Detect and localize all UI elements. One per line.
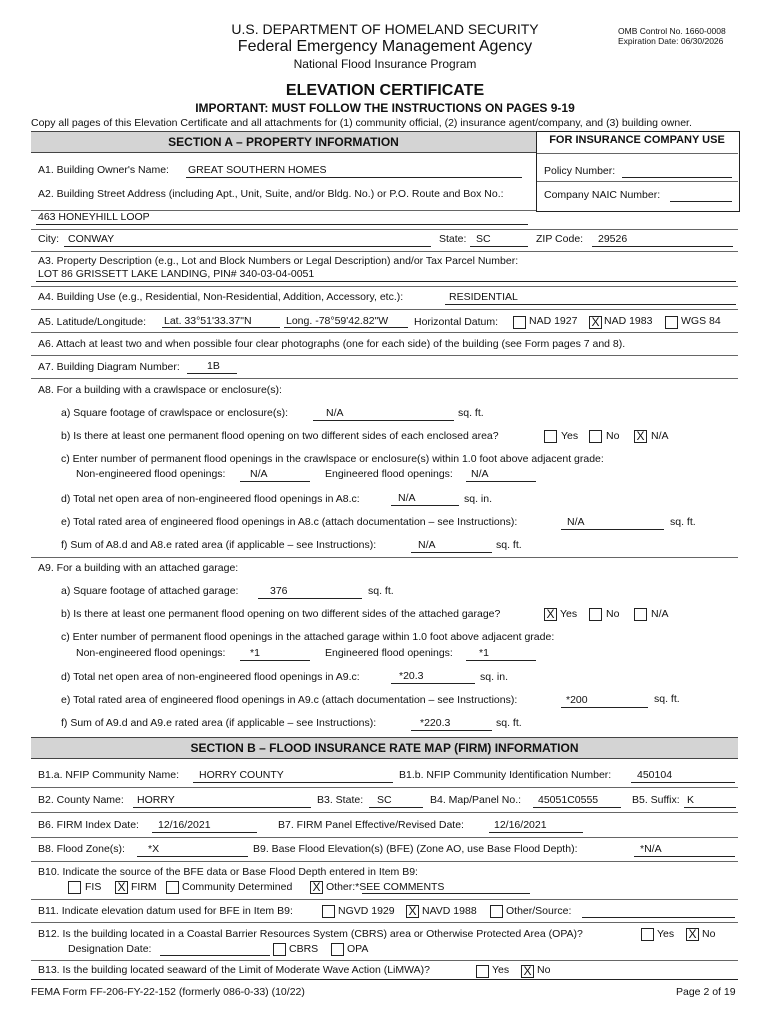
a8f-label: f) Sum of A8.d and A8.e rated area (if applicable – see Instructions):	[61, 539, 377, 551]
a9d-value[interactable]: *20.3	[399, 670, 424, 682]
a3-label: A3. Property Description (e.g., Lot and Block Numbers or Legal Description) and/or Tax Parcel Number:	[38, 255, 519, 267]
section-a-title: SECTION A – PROPERTY INFORMATION	[31, 131, 536, 153]
b13-yes-label: Yes	[492, 964, 510, 976]
b11-navd-label: NAVD 1988	[422, 905, 477, 917]
b11-navd-checkbox[interactable]: X	[406, 905, 419, 918]
b9-value[interactable]: *N/A	[640, 843, 662, 855]
a8b-no-checkbox[interactable]	[589, 430, 602, 443]
a9b-na-checkbox[interactable]	[634, 608, 647, 621]
a4-label: A4. Building Use (e.g., Residential, Non-Residential, Addition, Accessory, etc.):	[38, 291, 404, 303]
b12-yes-checkbox[interactable]	[641, 928, 654, 941]
a1-value[interactable]: GREAT SOUTHERN HOMES	[188, 164, 327, 176]
b11-label: B11. Indicate elevation datum used for BFE in Item B9:	[38, 905, 293, 917]
a8a-label: a) Square footage of crawlspace or enclosure(s):	[61, 407, 289, 419]
a8e-value[interactable]: N/A	[567, 516, 585, 528]
city-value[interactable]: CONWAY	[68, 233, 115, 245]
a8-heading: A8. For a building with a crawlspace or enclosure(s):	[38, 384, 282, 396]
b8-value[interactable]: *X	[148, 843, 160, 855]
program-name: National Flood Insurance Program	[293, 57, 477, 71]
b12-no-checkbox[interactable]: X	[686, 928, 699, 941]
b1b-label: B1.b. NFIP Community Identification Number:	[399, 769, 612, 781]
b7-label: B7. FIRM Panel Effective/Revised Date:	[278, 819, 464, 831]
a8f-value[interactable]: N/A	[418, 539, 436, 551]
a3-value[interactable]: LOT 86 GRISSETT LAKE LANDING, PIN# 340-03-04-0051	[38, 268, 315, 280]
a8b-label: b) Is there at least one permanent flood opening on two different sides of each enclosed area?	[61, 430, 499, 442]
a9c-eng-value[interactable]: *1	[479, 647, 489, 659]
a8b-yes-checkbox[interactable]	[544, 430, 557, 443]
b3-label: B3. State:	[317, 794, 364, 806]
wgs84-label: WGS 84	[681, 315, 721, 327]
a8d-unit: sq. in.	[464, 493, 493, 505]
a9c-noneng-label: Non-engineered flood openings:	[76, 647, 226, 659]
a9f-unit: sq. ft.	[496, 717, 522, 729]
b3-value[interactable]: SC	[377, 794, 392, 806]
nad1983-checkbox[interactable]: X	[589, 316, 602, 329]
a9b-no-checkbox[interactable]	[589, 608, 602, 621]
city-label: City:	[38, 233, 59, 245]
a1-label: A1. Building Owner's Name:	[38, 164, 169, 176]
a9e-value[interactable]: *200	[566, 694, 588, 706]
b8-label: B8. Flood Zone(s):	[38, 843, 125, 855]
a9c-eng-label: Engineered flood openings:	[325, 647, 453, 659]
dept-name: U.S. DEPARTMENT OF HOMELAND SECURITY	[231, 21, 539, 37]
nad1927-label: NAD 1927	[529, 315, 578, 327]
expiration-date: Expiration Date: 06/30/2026	[618, 36, 724, 46]
a8c-noneng-label: Non-engineered flood openings:	[76, 468, 226, 480]
b11-ngvd-checkbox[interactable]	[322, 905, 335, 918]
naic-field[interactable]	[670, 201, 732, 202]
designation-date-field[interactable]	[160, 955, 270, 956]
a9a-label: a) Square footage of attached garage:	[61, 585, 239, 597]
b13-no-checkbox[interactable]: X	[521, 965, 534, 978]
a4-value[interactable]: RESIDENTIAL	[449, 291, 518, 303]
latitude-value[interactable]: Lat. 33°51'33.37"N	[164, 315, 252, 327]
wgs84-checkbox[interactable]	[665, 316, 678, 329]
a9d-unit: sq. in.	[480, 671, 509, 683]
a7-label: A7. Building Diagram Number:	[38, 361, 180, 373]
a2-label: A2. Building Street Address (including Apt., Unit, Suite, and/or Bldg. No.) or P.O. Route and Box No.:	[38, 188, 504, 200]
a8b-no-label: No	[606, 430, 620, 442]
section-b-title: SECTION B – FLOOD INSURANCE RATE MAP (FIRM) INFORMATION	[31, 737, 738, 759]
b13-yes-checkbox[interactable]	[476, 965, 489, 978]
a9b-label: b) Is there at least one permanent flood opening on two different sides of the attached garage?	[61, 608, 501, 620]
a8c-eng-label: Engineered flood openings:	[325, 468, 453, 480]
b6-label: B6. FIRM Index Date:	[38, 819, 139, 831]
b13-label: B13. Is the building located seaward of the Limit of Moderate Wave Action (LiMWA)?	[38, 964, 430, 976]
state-label: State:	[439, 233, 467, 245]
a8a-value[interactable]: N/A	[326, 407, 344, 419]
b6-value[interactable]: 12/16/2021	[158, 819, 211, 831]
a8d-label: d) Total net open area of non-engineered flood openings in A8.c:	[61, 493, 360, 505]
b7-value[interactable]: 12/16/2021	[494, 819, 547, 831]
b11-ngvd-label: NGVD 1929	[338, 905, 395, 917]
a8b-na-checkbox[interactable]: X	[634, 430, 647, 443]
b12-opa-checkbox[interactable]	[331, 943, 344, 956]
insurance-use-title: FOR INSURANCE COMPANY USE	[549, 134, 725, 146]
a8e-unit: sq. ft.	[670, 516, 696, 528]
a8c-label: c) Enter number of permanent flood openings in the crawlspace or enclosure(s) within 1.0 foot above adjacent grade:	[61, 453, 604, 465]
nad1983-label: NAD 1983	[604, 315, 653, 327]
b11-other-label: Other/Source:	[506, 905, 572, 917]
a9e-unit: sq. ft.	[654, 693, 680, 705]
b10-community-checkbox[interactable]	[166, 881, 179, 894]
a9-heading: A9. For a building with an attached garage:	[38, 562, 239, 574]
b5-label: B5. Suffix:	[632, 794, 680, 806]
policy-number-field[interactable]	[622, 177, 732, 178]
important-note: IMPORTANT: MUST FOLLOW THE INSTRUCTIONS ON PAGES 9-19	[195, 101, 575, 115]
policy-number-label: Policy Number:	[544, 165, 616, 177]
a9a-value[interactable]: 376	[270, 585, 288, 597]
b10-fis-checkbox[interactable]	[68, 881, 81, 894]
a9b-no-label: No	[606, 608, 620, 620]
a9f-value[interactable]: *220.3	[420, 717, 451, 729]
b10-label: B10. Indicate the source of the BFE data or Base Flood Depth entered in Item B9:	[38, 866, 418, 878]
a6-text: A6. Attach at least two and when possible four clear photographs (one for each side) of the building (see Form pages 7 and 8).	[38, 338, 626, 350]
b11-other-field[interactable]	[582, 917, 735, 918]
b12-label: B12. Is the building located in a Coastal Barrier Resources System (CBRS) area or Otherwise Protected Area (OPA)?	[38, 928, 583, 940]
b10-firm-checkbox[interactable]: X	[115, 881, 128, 894]
page-number: Page 2 of 19	[676, 986, 736, 998]
a9d-label: d) Total net open area of non-engineered flood openings in A9.c:	[61, 671, 360, 683]
a9c-noneng-value[interactable]: *1	[250, 647, 260, 659]
agency-name: Federal Emergency Management Agency	[237, 38, 533, 55]
b9-label: B9. Base Flood Elevation(s) (BFE) (Zone AO, use Base Flood Depth):	[253, 843, 578, 855]
a8f-unit: sq. ft.	[496, 539, 522, 551]
b12-cbrs-label: CBRS	[289, 943, 319, 955]
a9b-na-label: N/A	[651, 608, 669, 620]
a7-value[interactable]: 1B	[207, 360, 220, 372]
a9f-label: f) Sum of A9.d and A9.e rated area (if applicable – see Instructions):	[61, 717, 377, 729]
zip-label: ZIP Code:	[536, 233, 584, 245]
b12-opa-label: OPA	[347, 943, 369, 955]
a8e-label: e) Total rated area of engineered flood openings in A8.c (attach documentation – see Instructions):	[61, 516, 518, 528]
b5-value[interactable]: K	[687, 794, 695, 806]
b10-other-label: Other:*SEE COMMENTS	[326, 881, 445, 893]
a9b-yes-label: Yes	[560, 608, 578, 620]
form-number: FEMA Form FF-206-FY-22-152 (formerly 086-0-33) (10/22)	[31, 986, 305, 998]
b12-yes-label: Yes	[657, 928, 675, 940]
b1b-value[interactable]: 450104	[637, 769, 673, 781]
a8d-value[interactable]: N/A	[398, 492, 416, 504]
a9c-label: c) Enter number of permanent flood openings in the attached garage within 1.0 foot above adjacent grade:	[61, 631, 555, 643]
a5-label: A5. Latitude/Longitude:	[38, 316, 147, 328]
b1a-label: B1.a. NFIP Community Name:	[38, 769, 180, 781]
b13-no-label: No	[537, 964, 551, 976]
nad1927-checkbox[interactable]	[513, 316, 526, 329]
a8c-noneng-value[interactable]: N/A	[250, 468, 268, 480]
b10-community-label: Community Determined	[182, 881, 293, 893]
b12-no-label: No	[702, 928, 716, 940]
state-value[interactable]: SC	[476, 233, 491, 245]
zip-value[interactable]: 29526	[598, 233, 628, 245]
a8a-unit: sq. ft.	[458, 407, 484, 419]
a2-value[interactable]: 463 HONEYHILL LOOP	[38, 211, 150, 223]
a9a-unit: sq. ft.	[368, 585, 394, 597]
horizontal-datum-label: Horizontal Datum:	[414, 316, 499, 328]
b1a-value[interactable]: HORRY COUNTY	[199, 769, 284, 781]
b2-label: B2. County Name:	[38, 794, 124, 806]
b2-value[interactable]: HORRY	[137, 794, 175, 806]
b4-label: B4. Map/Panel No.:	[430, 794, 522, 806]
b10-fis-label: FIS	[85, 881, 102, 893]
b12-cbrs-checkbox[interactable]	[273, 943, 286, 956]
b10-other-checkbox[interactable]: X	[310, 881, 323, 894]
copy-note: Copy all pages of this Elevation Certificate and all attachments for (1) community official, (2) insurance agent/company, and (3) building owner.	[31, 117, 692, 129]
a9b-yes-checkbox[interactable]: X	[544, 608, 557, 621]
b11-other-checkbox[interactable]	[490, 905, 503, 918]
omb-number: OMB Control No. 1660-0008	[618, 26, 726, 36]
b10-firm-label: FIRM	[131, 881, 157, 893]
form-title: ELEVATION CERTIFICATE	[285, 82, 485, 99]
a8b-na-label: N/A	[651, 430, 669, 442]
longitude-value[interactable]: Long. -78°59'42.82"W	[286, 315, 389, 327]
designation-date-label: Designation Date:	[68, 943, 152, 955]
naic-label: Company NAIC Number:	[544, 189, 661, 201]
a8b-yes-label: Yes	[561, 430, 579, 442]
a9e-label: e) Total rated area of engineered flood openings in A9.c (attach documentation – see Instructions):	[61, 694, 518, 706]
a8c-eng-value[interactable]: N/A	[471, 468, 489, 480]
b4-value[interactable]: 45051C0555	[538, 794, 599, 806]
